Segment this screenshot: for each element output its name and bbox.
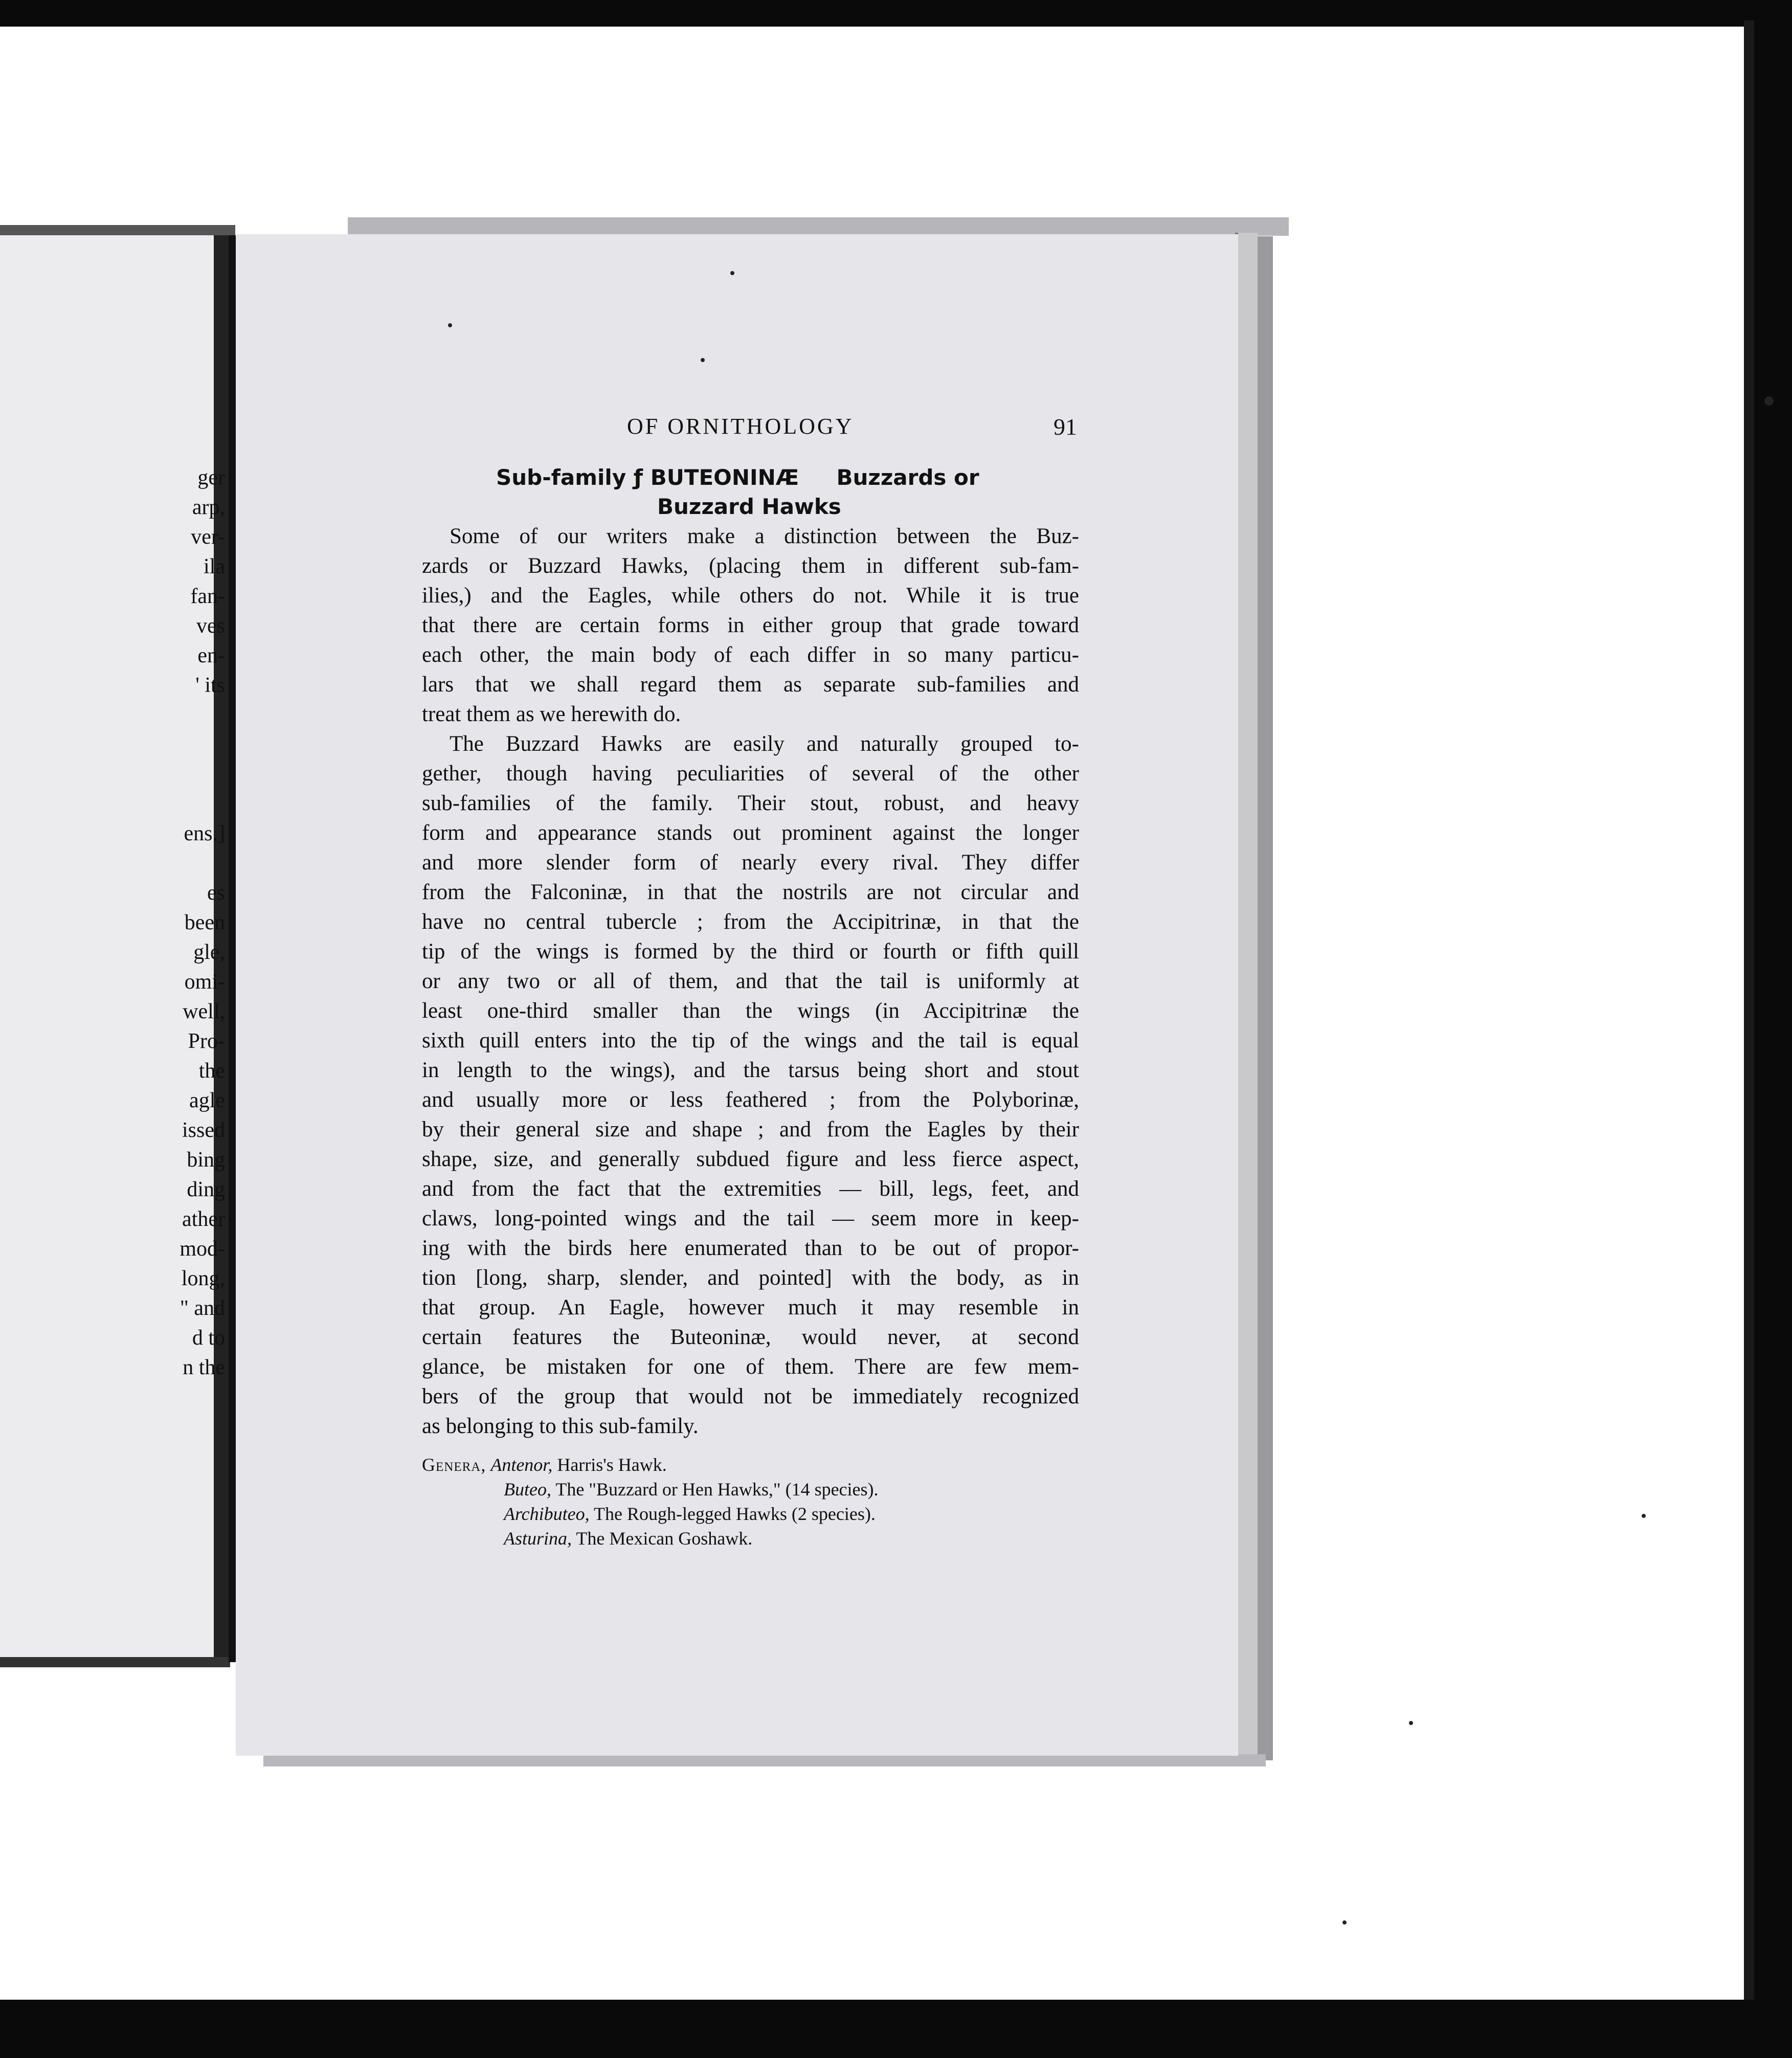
left-page-line: n the — [183, 1356, 225, 1379]
genera-entry — [422, 1526, 879, 1551]
left-page-line: es — [207, 881, 225, 905]
genus-description: The "Buzzard or Hen Hawks," (14 species). — [551, 1479, 879, 1500]
left-page-line: ila — [204, 555, 225, 578]
left-page-line: been — [184, 911, 225, 934]
book-spine — [229, 235, 236, 1662]
left-page-line: agle — [189, 1089, 225, 1112]
left-page-line: well, — [183, 1000, 225, 1023]
body-line: in length to the wings), and the tarsus being short and stout — [422, 1058, 1079, 1082]
body-line: tion [long, sharp, slender, and pointed] with the body, as in — [422, 1266, 1079, 1290]
body-line: form and appearance stands out prominent against the longer — [422, 821, 1079, 845]
left-page-line: the — [198, 1059, 225, 1083]
left-page-line: en- — [197, 644, 225, 667]
body-line: The Buzzard Hawks are easily and naturally grouped to- — [450, 732, 1079, 756]
film-border-bottom — [0, 2000, 1792, 2058]
genus-description: The Rough-legged Hawks (2 species). — [589, 1504, 876, 1524]
left-page-line: ves — [196, 614, 225, 638]
page-stack-edge — [1235, 233, 1258, 1759]
body-line: sub-families of the family. Their stout, robust, and heavy — [422, 791, 1079, 815]
dust-speck — [1342, 1920, 1347, 1925]
left-page-line: d to — [192, 1326, 225, 1350]
left-page-line: Pro- — [188, 1030, 225, 1053]
body-line: bers of the group that would not be immediately recognized — [422, 1384, 1079, 1408]
left-page-line: ens.] — [184, 822, 225, 845]
page-top-shadow — [348, 217, 1289, 236]
body-line: by their general size and shape ; and from the Eagles by their — [422, 1117, 1079, 1142]
left-page-line: arp, — [192, 496, 225, 519]
body-line: have no central tubercle ; from the Accipitrinæ, in that the — [422, 910, 1079, 934]
body-line: that group. An Eagle, however much it may resemble in — [422, 1295, 1079, 1319]
left-page-line: gle, — [193, 941, 225, 964]
left-page-line: ver- — [191, 525, 225, 549]
body-line: glance, be mistaken for one of them. There are few mem- — [422, 1355, 1079, 1379]
left-page-bottom-edge — [0, 1657, 230, 1667]
body-line: treat them as we herewith do. — [422, 702, 681, 726]
body-line: zards or Buzzard Hawks, (placing them in different sub-fam- — [422, 554, 1079, 578]
genus-description: Harris's Hawk. — [552, 1455, 667, 1475]
body-line: ing with the birds here enumerated than to be out of propor- — [422, 1236, 1079, 1260]
body-line: sixth quill enters into the tip of the wings and the tail is equal — [422, 1028, 1079, 1053]
page-bottom-edge — [263, 1754, 1266, 1766]
dust-speck — [730, 271, 734, 275]
body-line: from the Falconinæ, in that the nostrils are not circular and — [422, 880, 1079, 904]
dust-speck — [448, 323, 452, 327]
body-text — [422, 522, 1079, 1441]
body-line: ilies,) and the Eagles, while others do not. While it is true — [422, 584, 1079, 608]
body-line: certain features the Buteoninæ, would never, at second — [422, 1325, 1079, 1349]
left-page-line: ' its — [195, 674, 225, 697]
genus-name: Buteo, — [504, 1479, 551, 1500]
genus-name: Antenor, — [490, 1455, 553, 1475]
heading-line-1: Sub-family ƒ BUTEONINÆ Buzzards or — [496, 465, 979, 490]
genus-name: Archibuteo, — [504, 1504, 590, 1524]
page-number: 91 — [1054, 414, 1077, 440]
genus-description: The Mexican Goshawk. — [572, 1528, 753, 1549]
dust-speck — [1409, 1721, 1413, 1725]
body-line: least one-third smaller than the wings (in Accipitrinæ the — [422, 999, 1079, 1023]
running-head: OF ORNITHOLOGY — [627, 414, 854, 439]
genera-entry — [422, 1452, 879, 1477]
body-line: that there are certain forms in either group that grade toward — [422, 613, 1079, 637]
page-stack-edge-outer — [1256, 236, 1273, 1760]
body-line: shape, size, and generally subdued figure and less fierce aspect, — [422, 1147, 1079, 1171]
left-page-line: mod- — [180, 1237, 225, 1261]
film-border-top — [0, 0, 1792, 27]
body-line: gether, though having peculiarities of several of the other — [422, 762, 1079, 786]
body-line: or any two or all of them, and that the tail is uniformly at — [422, 969, 1079, 993]
genera-list — [422, 1452, 879, 1551]
left-page-line: " and — [180, 1296, 225, 1320]
genera-entry — [422, 1502, 879, 1526]
heading-line-2: Buzzard Hawks — [657, 494, 841, 519]
left-page-line: issed — [182, 1119, 225, 1142]
genus-name: Asturina, — [504, 1528, 572, 1549]
body-line: and from the fact that the extremities — bill, legs, feet, and — [422, 1177, 1079, 1201]
left-page-shadow — [0, 225, 235, 236]
dust-speck — [701, 358, 705, 362]
body-line: claws, long-pointed wings and the tail — seem more in keep- — [422, 1206, 1079, 1231]
left-page-line: bing — [187, 1148, 225, 1172]
genera-entry — [422, 1477, 879, 1502]
left-page-line: ding — [187, 1178, 225, 1201]
body-line: lars that we shall regard them as separate sub-families and — [422, 673, 1079, 697]
left-page-line: ger — [197, 466, 225, 489]
body-line: tip of the wings is formed by the third or fourth or fifth quill — [422, 939, 1079, 964]
left-page-line: long, — [181, 1267, 225, 1290]
section-heading — [496, 463, 979, 519]
genera-label: Genera, — [422, 1455, 486, 1475]
dust-speck — [1642, 1514, 1646, 1518]
body-line: and more slender form of nearly every rival. They differ — [422, 851, 1079, 875]
body-line: Some of our writers make a distinction between the Buz- — [450, 524, 1079, 548]
body-line: each other, the main body of each differ in so many particu- — [422, 643, 1079, 667]
left-page-line: ather — [182, 1207, 225, 1231]
dust-speck — [1764, 396, 1774, 406]
left-page-line: fan- — [190, 585, 225, 608]
body-line: as belonging to this sub-family. — [422, 1414, 699, 1438]
body-line: and usually more or less feathered ; from the Polyborinæ, — [422, 1088, 1079, 1112]
film-border-right — [1754, 0, 1792, 2025]
left-page-line: omi- — [184, 970, 225, 994]
